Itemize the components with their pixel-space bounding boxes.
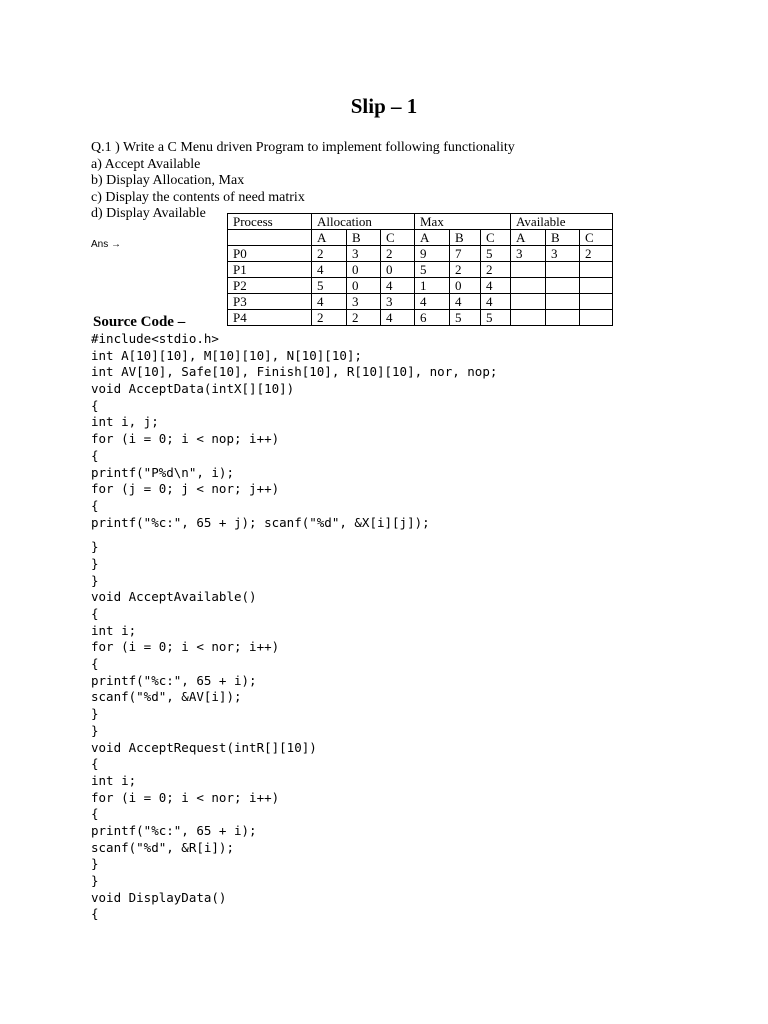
code-line: }	[91, 572, 99, 588]
available-cell	[546, 262, 580, 278]
table-row	[228, 278, 613, 294]
available-cell: 2	[580, 246, 613, 262]
code-line: }	[91, 555, 99, 571]
code-line: }	[91, 706, 99, 722]
max-cell: 4	[481, 278, 511, 294]
max-cell: 5	[450, 310, 481, 326]
available-cell	[580, 294, 613, 310]
code-line: void AcceptRequest(intR[][10])	[91, 739, 317, 755]
allocation-cell: 2	[312, 310, 347, 326]
available-cell	[580, 262, 613, 278]
question-line: c) Display the contents of need matrix	[91, 189, 305, 205]
max-cell: 4	[415, 294, 450, 310]
code-line: {	[91, 806, 99, 822]
code-line	[91, 531, 497, 539]
allocation-cell: 4	[312, 262, 347, 278]
code-line: {	[91, 447, 99, 463]
available-cell	[580, 310, 613, 326]
code-line: {	[91, 397, 99, 413]
source-code-block	[91, 331, 497, 923]
code-line: {	[91, 497, 99, 513]
code-line: {	[91, 756, 99, 772]
process-cell: P0	[228, 246, 312, 262]
code-line: int i;	[91, 772, 137, 788]
header-max: Max	[415, 214, 511, 230]
max-cell: 4	[481, 294, 511, 310]
process-cell: P1	[228, 262, 312, 278]
allocation-cell: 3	[347, 246, 381, 262]
allocation-cell: 3	[381, 294, 415, 310]
max-cell: 0	[450, 278, 481, 294]
allocation-cell: 2	[347, 310, 381, 326]
available-cell	[511, 278, 546, 294]
code-line: }	[91, 539, 99, 555]
max-cell: 2	[450, 262, 481, 278]
table-row	[228, 262, 613, 278]
subheader-cell: C	[580, 230, 613, 246]
code-line: {	[91, 606, 99, 621]
process-cell: P3	[228, 294, 312, 310]
available-cell	[546, 294, 580, 310]
available-cell	[546, 310, 580, 326]
code-line: }	[91, 856, 99, 872]
process-cell: P2	[228, 278, 312, 294]
code-line: {	[91, 656, 99, 672]
empty-cell	[228, 230, 312, 246]
code-line: for (j = 0; j < nor; j++)	[91, 481, 280, 497]
subheader-cell: B	[450, 230, 481, 246]
page-title: Slip – 1	[350, 94, 418, 118]
max-cell: 4	[450, 294, 481, 310]
question-line: a) Accept Available	[91, 156, 201, 172]
subheader-cell: B	[347, 230, 381, 246]
available-cell	[511, 310, 546, 326]
code-line: scanf("%d", &R[i]);	[91, 839, 234, 855]
code-line: scanf("%d", &AV[i]);	[91, 689, 242, 705]
subheader-cell: A	[511, 230, 546, 246]
code-line: int AV[10], Safe[10], Finish[10], R[10][10], nor, nop;	[91, 364, 498, 380]
table-row	[228, 246, 613, 262]
resource-table	[227, 213, 613, 326]
max-cell: 5	[415, 262, 450, 278]
question-block	[91, 140, 515, 223]
available-cell: 3	[511, 246, 546, 262]
allocation-cell: 4	[381, 310, 415, 326]
question-line: d) Display Available	[91, 206, 206, 221]
code-line: void AcceptAvailable()	[91, 589, 257, 605]
code-line: for (i = 0; i < nor; i++)	[91, 639, 280, 655]
allocation-cell: 0	[381, 262, 415, 278]
code-line: }	[91, 873, 99, 888]
code-line: int i;	[91, 622, 137, 638]
table-header-row	[228, 214, 613, 230]
code-line: printf("%c:", 65 + j); scanf("%d", &X[i][j]);	[91, 514, 430, 530]
subheader-cell: A	[415, 230, 450, 246]
allocation-cell: 4	[312, 294, 347, 310]
code-line: printf("%c:", 65 + i);	[91, 822, 257, 838]
code-line: void AcceptData(intX[][10])	[91, 381, 295, 397]
header-process: Process	[228, 214, 312, 230]
max-cell: 2	[481, 262, 511, 278]
available-cell	[511, 294, 546, 310]
table-row	[228, 294, 613, 310]
table-subheader-row	[228, 230, 613, 246]
code-line: int A[10][10], M[10][10], N[10][10];	[91, 347, 362, 363]
code-line: #include<stdio.h>	[91, 331, 219, 346]
max-cell: 5	[481, 246, 511, 262]
available-cell	[580, 278, 613, 294]
subheader-cell: C	[481, 230, 511, 246]
table-row	[228, 310, 613, 326]
subheader-cell: B	[546, 230, 580, 246]
header-allocation: Allocation	[312, 214, 415, 230]
subheader-cell: C	[381, 230, 415, 246]
code-line: int i, j;	[91, 414, 159, 430]
code-line: }	[91, 722, 99, 738]
max-cell: 1	[415, 278, 450, 294]
allocation-cell: 2	[381, 246, 415, 262]
allocation-cell: 5	[312, 278, 347, 294]
allocation-cell: 2	[312, 246, 347, 262]
process-cell: P4	[228, 310, 312, 326]
code-line: printf("%c:", 65 + i);	[91, 672, 257, 688]
available-cell	[511, 262, 546, 278]
available-cell: 3	[546, 246, 580, 262]
allocation-cell: 3	[347, 294, 381, 310]
ans-label: Ans →	[91, 239, 122, 250]
max-cell: 7	[450, 246, 481, 262]
question-line: b) Display Allocation, Max	[91, 173, 245, 188]
code-line: void DisplayData()	[91, 889, 227, 905]
source-code-heading: Source Code –	[93, 314, 186, 330]
header-available: Available	[511, 214, 613, 230]
allocation-cell: 0	[347, 262, 381, 278]
max-cell: 9	[415, 246, 450, 262]
code-line: printf("P%d\n", i);	[91, 464, 234, 480]
question-line: Q.1 ) Write a C Menu driven Program to implement following functionality	[91, 140, 515, 155]
code-line: for (i = 0; i < nop; i++)	[91, 431, 280, 447]
allocation-cell: 0	[347, 278, 381, 294]
subheader-cell: A	[312, 230, 347, 246]
code-line: for (i = 0; i < nor; i++)	[91, 789, 280, 805]
max-cell: 6	[415, 310, 450, 326]
code-line: {	[91, 906, 99, 922]
available-cell	[546, 278, 580, 294]
allocation-cell: 4	[381, 278, 415, 294]
max-cell: 5	[481, 310, 511, 326]
